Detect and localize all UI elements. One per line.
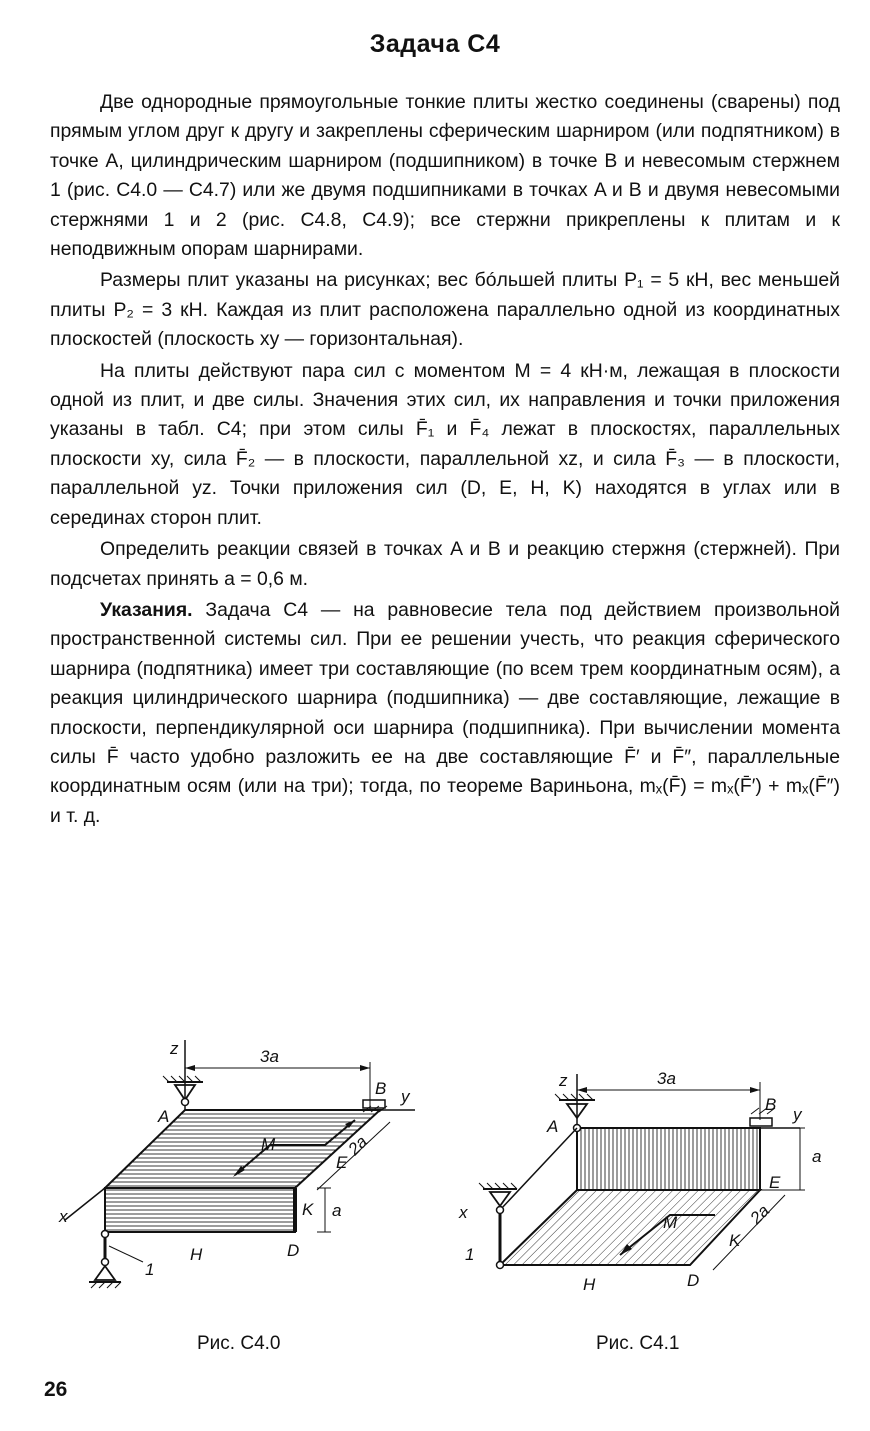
label-3a: 3a bbox=[657, 1069, 676, 1088]
caption-c4-1: Рис. С4.1 bbox=[596, 1333, 680, 1354]
label-3a: 3a bbox=[260, 1047, 279, 1066]
paragraph-1: Две однородные прямоугольные тонкие плиты жестко соединены (сварены) под прямым углом друг к другу и закреплены сферическим шарниром (или подпятником) в точке A, цилиндрическим шарниром (подшипником) в точке B и невесомым стержнем 1 (рис. С4.0 — С4.7) или же двумя подшипниками в точках A и B и двумя невесомыми стержнями 1 и 2 (рис. С4.8, С4.9); все стержни прикреплены к плитам и к неподвижным опорам шарнирами. bbox=[50, 91, 840, 261]
label-e: E bbox=[336, 1153, 348, 1172]
label-rod-1: 1 bbox=[465, 1245, 475, 1264]
horizontal-plate bbox=[105, 1110, 380, 1188]
figure-c4-1 bbox=[455, 1060, 835, 1310]
label-z: z bbox=[170, 1040, 179, 1058]
label-y: y bbox=[401, 1087, 410, 1106]
problem-text bbox=[50, 88, 840, 833]
label-h: H bbox=[583, 1275, 596, 1294]
label-a-point: A bbox=[158, 1107, 170, 1126]
instructions-text: Задача С4 — на равновесие тела под действием произвольной пространственной системы сил. При ее решении учесть, что реакция сферического шарнира (подпятника) имеет три составляющие (по всем трем координатным осям), а реакция цилиндрического шарнира (подшипника) — две составляющие, лежащие в плоскости, перпендикулярной оси шарнира (подшипника). При вычислении момента силы F̄ часто удобно разложить ее на две составляющие F̄′ и F̄″, параллельные координатным осям (или на три); тогда, по теореме Вариньона, mₓ(F̄) = mₓ(F̄′) + mₓ(F̄″) и т. д. bbox=[50, 598, 840, 827]
horizontal-plate bbox=[500, 1190, 760, 1265]
paragraph-5 bbox=[50, 596, 840, 831]
page-title: Задача С4 bbox=[369, 30, 501, 58]
label-h: H bbox=[190, 1245, 203, 1264]
label-a-point: A bbox=[547, 1117, 559, 1136]
label-x: x bbox=[59, 1207, 68, 1226]
label-d: D bbox=[287, 1241, 300, 1260]
vertical-plate bbox=[105, 1188, 295, 1232]
label-rod-1: 1 bbox=[145, 1260, 155, 1279]
label-x: x bbox=[459, 1203, 468, 1222]
label-e: E bbox=[769, 1173, 781, 1192]
vertical-plate bbox=[577, 1128, 760, 1190]
figure-c4-0 bbox=[55, 1040, 425, 1310]
label-a-dim: a bbox=[812, 1147, 822, 1166]
label-m: M bbox=[663, 1213, 678, 1232]
label-d: D bbox=[687, 1271, 700, 1290]
paragraph-4: Определить реакции связей в точках A и B и реакцию стержня (стержней). При подсчетах принять a = 0,6 м. bbox=[50, 538, 840, 590]
figure-c4-1-drawing bbox=[455, 1060, 835, 1310]
bearing-b bbox=[750, 1118, 772, 1126]
label-k: K bbox=[729, 1231, 741, 1250]
label-y: y bbox=[793, 1105, 802, 1124]
figure-c4-0-drawing bbox=[55, 1040, 425, 1310]
label-a-dim: a bbox=[332, 1201, 342, 1220]
label-m: M bbox=[261, 1135, 276, 1154]
caption-c4-0: Рис. С4.0 bbox=[197, 1333, 281, 1354]
label-k: K bbox=[302, 1200, 314, 1219]
paragraph-2: Размеры плит указаны на рисунках; вес бóльшей плиты P₁ = 5 кН, вес меньшей плиты P₂ = 3 кН. Каждая из плит расположена параллельно одной из координатных плоскостей (плоскость xy — горизонтальная). bbox=[50, 269, 840, 351]
page-number: 26 bbox=[44, 1378, 68, 1401]
bearing-b bbox=[363, 1100, 385, 1108]
label-b: B bbox=[765, 1095, 777, 1114]
label-b: B bbox=[375, 1079, 387, 1098]
label-2a: 2a bbox=[746, 1201, 774, 1228]
paragraph-3: На плиты действуют пара сил с моментом M = 4 кН·м, лежащая в плоскости одной из плит, и две силы. Значения этих сил, их направления и точки приложения указаны в табл. С4; при этом силы F̄₁ и F̄₄ лежат в плоскостях, параллельных плоскости xy, сила F̄₂ — в плоскости, параллельной xz, и сила F̄₃ — в плоскости, параллельной yz. Точки приложения сил (D, E, H, K) находятся в углах или в серединах сторон плит. bbox=[50, 359, 840, 529]
label-2a: 2a bbox=[344, 1132, 372, 1159]
label-z: z bbox=[559, 1071, 568, 1090]
instructions-label: Указания. bbox=[100, 598, 193, 621]
